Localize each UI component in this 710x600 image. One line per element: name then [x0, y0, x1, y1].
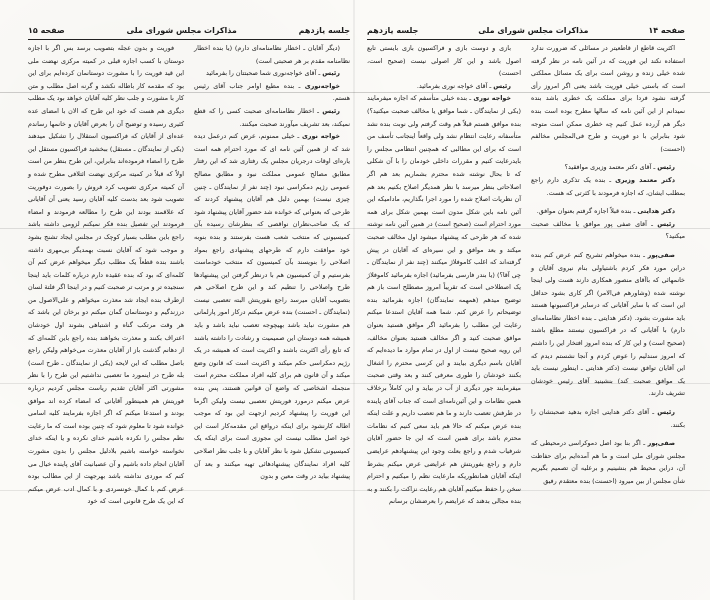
running-title: مذاکرات مجلس شورای ملی	[126, 25, 237, 35]
paragraph-text: اکثریت قاطع از قاطعیتر در مسائلی که ضرورت ندارد استفاده نکند این فوریت که در آئین نامه در نظر گرفته شده خیلی زنده و روشن است برای یک مسائل مملکتی است که باستی خیلی فوریت باشد یعنی اگر امروز رأی گرفته نشود فردا برای مملکت یک خطری باشد بنده نمیدانم از این آئین نامه که سالها مطرح بوده است بنده دیگر هم آزرده عمل کنیم چه خطری ممکن است متوجه شود بنابراین با دو فوریت و طرح فی‌المجلس مخالفم (احسنت)	[531, 44, 685, 153]
text-columns	[28, 42, 350, 508]
speaker-name: رئیس	[493, 81, 511, 90]
speaker-name: رئیس	[322, 69, 340, 78]
paragraph	[531, 205, 685, 218]
page-number: صفحه ۱۵	[28, 25, 65, 35]
paragraph	[531, 174, 685, 199]
paragraph	[194, 130, 350, 483]
speaker-name: دکتر معتمد وزیری	[615, 175, 675, 184]
paragraph	[194, 80, 350, 105]
page-header	[367, 24, 685, 40]
paragraph-text: ـ آقای صفی پور موافق یا مخالف صحبت میکنید؟	[531, 219, 685, 241]
paragraph-text: ـ بنده قبلاً اجازه گرفتم بعنوان موافق.	[536, 207, 636, 216]
session-label: جلسه یازدهم	[298, 25, 350, 35]
paragraph-text: فوریت و بدون عجله بتصویب برسد بس اگر با اجازه دوستان با کسب اجازه قبلی در کمیته مرکزی نهضت ملی این قید فوریت را با مشورت دوستانمان کرده‌ایم برای این بود که مقدمه کار باطاله نکشد و گرنه اصل مطلب و متن کار با مشورت و جلب نظر کلیه آقایان خواهد بود یک مطلب دیگری هم هست که خود این طرح که الان با امضای عده کثیری رسیده و توضیح آن را بعرض آقایان و خانمها رساندم عده‌ای از آقایان که فراکسیون استقلال را تشکیل میدهند (یکی از نمایندگان ـ مستقل) ببخشید فراکسیون مستقل این طرح را امضاء فرموده‌اند بنابراین، این طرح بنظر من است اولاً که قبلاً در کمیته مرکزی نهضت ائتلافی مطرح شده و آن کمیته مرکزی تصویب کرد فروش را بصورت دوفوریت تصویب شود بعد بدست کلیه آقایان رسید یعنی آن آقایانی که علاقمند بودند این طرح را مطالعه فرمودند و امضاء فرمودند این تفصیل بنده فکر نمیکنم لزومی داشته باشد راجع باین مطلب بسیار کوچک در مجلس ایجاد تشنج بشود و موجب شود که آقایان نسبت بهمدیگر بی‌مهری داشته باشند بنده قطعاً یک مطلب دیگر میخواهم عرض کنم آن کلمه‌ای که بود که بنده عقیده دارم درباره کلمات باید اینجا سنجیده تر و مرتب تر صحبت کنیم و در اینجا اگر فلتة لسان ازطرف بنده ایجاد شد معذرت میخواهم و علی‌الاصول من درزندگیم و دوستانمان گمان میکنم دو برخان این باشد که هر وقت مرتکب گناه و اشتباهی بشوند اول خودشان اعتراف بکنند و معذرت بخواهند بنده راجع باین کلمه‌ای که از دهانم گذشت باز از آقایان معذرت می‌خواهم ولیکن راجع باصل مطلب که این لایحه (یکی از نمایندگان ـ طرح است) بله طرح در اینمورد ما تعصبی نداشتیم این طرح را با نظر مشورتی اکثر آقایان تقدیم ریاست مجلس کردیم درباره فوریتش هم همینطور آقایانی که امضاء کرده اند موافق بودند و استدعا میکنم که اگر اجازه بفرمایند کلیه اسامی خوانده شود تا معلوم شود که چنین بوده است که ما رعایت نظم مجلس را نکرده باشیم خدای نکرده و یا اینکه خدای نخواسته خواسته باشیم بلادلیل مجلس را بدون مشورت آقایان انجام داده باشیم و آن عصبانیت آقای پاینده خیال می کنم که موردی نداشته باشد بهرجهت از این مطالب بوده عرض کنم با کمال خونسردی و با کمال ادب عرض میکنم که این یک طرح قانونی است که خود	[28, 44, 184, 506]
paragraph-text: (دیگر آقایان ـ اخطار نظامنامه‌ای دارم) (یا بنده اخطار نظامنامه مقدم بر هر صحبتی است)	[194, 44, 350, 65]
paragraph-text: ـ آقای خواجه‌نوری شما صحبتتان را بفرمائید	[206, 69, 321, 78]
paragraph-text: ـ آقای دکتر هدایتی اجازه بدهید صحبتشان را بکنند.	[531, 408, 685, 429]
running-title: مذاکرات مجلس شورای ملی	[478, 25, 589, 35]
paragraph-text: ـ اگر بنا بود اصل دموکراسی درمحیطی که مجلس شورای ملی است و ما هم آمده‌ایم برای حفاظت آن، دراین محیط هم بنشینیم و برعلیه آن تصمیم بگیریم شأن مجلس از بین میرود (احسنت) بنده معتقدم رفیق	[531, 439, 685, 485]
paragraph	[194, 105, 350, 130]
speaker-name: رئیس	[657, 219, 675, 228]
column-right	[531, 42, 685, 508]
paragraph-text: ـ خیلی ممنونم، عرض کنم درعمل دیده شد که از همین آئین نامه ای که مورد احترام همه است یاره‌ای اوقات درجریان مجلس یک رفتاری شد که این رفتار مطابق مصالح عمومی مملکت نبود و مطابق مصالح عمومی رژیم دمکراسی نبود (چند نفر از نمایندگان ـ چنین چیزی نیست) بهمین دلیل هم آقایان پیشنهاد کردند که طرحی که بعنوانی که خوانده شد حضور آقایان پیشنهاد شود که یک صاحب‌نظران نواقصی که بنظرشان رسیده بآن کمیسیونی که منتخب شعب هست بفرستند و بنده بنوبه خود موافقت دارم که طرحهای پیشنهادی راجع بمواد اصلاحی را بنویسند بآن کمیسیون که منتخب خودماست بفرستیم و آن کمیسیون هم با درنظر گرفتن این پیشنهادها طرح واصلاحی را تنظیم کند و این طرح اصلاحی هم بتصویب آقایان میرسد راجع بفوریتش البته تعصبی نیست (نمایندگان ـ احسنت) بنده عرض میکنم درکار امور پارلمانی هم مشورت نباید باشد بهیچوجه تعصب نباید باشد و باید همیشه همه دوستان این صمیمیت و رشادت را داشته باشند که تابع رأی اکثریت باشند و اکثریت است که همیشه در یک رژیم دمکراسی حکم میکند و اکثریت است که قانون وضع میکند و آن قانون هم برای کلیه افراد مملکت محترم است منجمله اشخاصی که واضع آن قوانین هستند، پس بنده عرض میکنم درمورد فوریتش تعصبی نیست ولیکن اگرما این فوریت را پیشنهاد کردیم ازجهت این بود که موجب اطاله کارنشود برای اینکه درواقع این مقدمه‌کار است این خود اصل مطلب نیست این مجوزی است برای اینکه یک کمیسیونی تشکیل شود با نظر آقایان و با جلب نظر اصلاحی کلیه افراد نمایندگان پیشنهاد‌هائی تهیه میکنند و بعد آن پیشنهاد بیاید در وقت معین و بدون	[194, 132, 350, 481]
paragraph	[28, 42, 184, 508]
paragraph-text: ـ بنده خیلی متأسفم که اجازه میفرمایند (یکی از نمایندگان ـ شما موافق یا مخالف صحبت میکنید؟) بنده موافق هستم قبلاً هم وقت گرفتم ولی نوبت بنده نشد متأسفانه رعایت انتظام نشد ولی واقعاً اینجانب تأسف من است که برای این مطالبی که همچنین انتظامی مجلس را بایدرعایت کنیم و مقررات داخلی خودمان را با آن شکلی که تا بحال نوشته شده محترم بشماریم بعد هم اگر اصلاحاتی بنظر میرسد با نظر همدیگر اصلاح بکنیم بعد هم آن نظریات اصلاح شده را مورد اجرا بگذاریم، مادامیکه این آئین نامه باین شکل مدون است بهمین شکل برای همه مورد احترام است (صحیح است) در همین آئین نامه نوشته شده که هر طرحی که پیشنهاد میشود اول مخالف صحبت میکند و بعد موافق و این سیره‌ای که آقایان در پیش گرفته‌اند که اغلب کاموفلاژ میکنند (چند نفر از نمایندگان ـ چی آقا؟) (یا بندر فارسی بفرمائید) اجازه بفرمائید کاموفلاژ یک اصطلاحی است که تقریباً امروز مصطلح است باز هم توضیح میدهم (همهمه نمایندگان) اجازه بفرمائید بنده توضیحاتم را عرض کنم. شما همه آقایان استدعا میکنم رعایت این مطلب را بفرمائید اگر موافق هستید بعنوان موافق صحبت کنید و اگر مخالف هستید بعنوان مخالف، این رویه صحیح نیست از اول در تمام موارد ما دیده‌ایم که آقایان باسم دیگری بیایند و این کرسی محترم را اشغال بکنند خودشان را طوری معرفی کنند و بعد وقتی صحبت میفرمایند جور دیگری از آب در بیاید و این کاملاً برخلاف همین نظامات و این آئین‌نامه‌ای است که جناب آقای پاینده در طرفش تعصب دارند و ما هم تعصب داریم و علت اینکه بنده عرض میکنم که حالا هم باید سعی کنیم که نظامات محترم باشد برای همین است که این جا حضور آقایان شرفیاب شدم و راجع بعلت وجود این پیشنهادهم عرایضی دارم و راجع بفوریتش هم عرایضی عرض میکنم بشرط اینکه آقایان همانطوریکه مارعایت نظم را میکنیم و احترام سخن را حفظ میکنیم آقایان هم رعایت نزاکت را بکنند و به بنده مجالی بدهند که عرایضم را بعرضشان برسانم	[367, 94, 521, 506]
paragraph-text: ـ آقای خواجه نوری بفرمائید.	[416, 81, 492, 90]
paragraph	[367, 42, 521, 80]
session-label: جلسه یازدهم	[367, 25, 419, 35]
page-14	[355, 0, 710, 600]
paragraph	[531, 437, 685, 487]
paragraph-text: ـ اخطار نظامنامه‌ای صحبت کسی را که قطع نمیکند، بعد تشریف میآورند صحبت میکنند.	[194, 106, 350, 128]
column-left	[367, 42, 521, 508]
speaker-name: صفی‌پور	[647, 250, 675, 259]
paragraph	[531, 249, 685, 400]
speaker-name: دکتر هدایتی	[637, 207, 675, 216]
speaker-name: رئیس	[322, 106, 340, 115]
speaker-name: رئیس	[657, 408, 675, 417]
paragraph	[531, 218, 685, 243]
paragraph	[531, 42, 685, 155]
text-columns	[367, 42, 685, 508]
speaker-name: خواجه‌نوری	[304, 81, 340, 90]
page-number: صفحه ۱۴	[648, 25, 685, 35]
column-left	[28, 42, 184, 508]
speaker-name: خواجه نوری	[473, 94, 511, 103]
column-right	[194, 42, 350, 508]
paragraph	[531, 406, 685, 431]
paragraph	[367, 80, 521, 93]
paragraph-text: بازی و دوست بازی و فراکسیون بازی بایستی تابع اصول باشد و این کار اصولی نیست (صحیح است، احسنت)	[367, 44, 521, 78]
page-header	[28, 24, 350, 40]
paragraph-text: ـ بنده مطیع اوامر جناب آقای رئیس هستم.	[194, 81, 350, 103]
paragraph-text: ـ بنده یک تذکری دارم راجع بمطلب ایشان، که اجازه فرمودند با کثرتی که هست.	[531, 175, 685, 197]
speaker-name: خواجه نوری	[301, 132, 340, 141]
paragraph	[367, 92, 521, 508]
speaker-name: رئیس	[657, 163, 675, 172]
speaker-name: صفی‌پور	[647, 439, 675, 448]
paragraph	[194, 42, 350, 67]
paragraph-text: ـ بنده میخواهم تشریح کنم عرض کنم بنده دراین مورد فکر کردم باشتیاولی بنام نیروی آقایان و خانمهائی که باآقای منصور همکاری دارند هست ولی اینجا نوشته شده (وشاورهم فی‌الامر) اگر کاری بشود حداقل این است که با سایر آقایانی که درسایر فراکسیونها هستند باید مشورت بشود. (دکتر هدایتی ـ بنده اخطار نظامنامه‌ای دارم) با آقایانی که در فراکسیون نیستند مطلع باشند (صحیح است) و این کار که بنده امروز افتخار این را داشتم که امروز سندلیم را عوض کردم و آنجا نشستم دیدم که این آقایان توافق نیست (دکتر هدایتی ـ اینطور نیست باید یک موافق صحبت کند) بنشینید آقای رئیس خودشان تشریف دارند.	[531, 250, 685, 398]
paragraph	[194, 67, 350, 80]
paragraph	[531, 161, 685, 174]
paragraph-text: ـ آقای دکتر معتمد وزیری موافقید؟	[564, 163, 656, 172]
